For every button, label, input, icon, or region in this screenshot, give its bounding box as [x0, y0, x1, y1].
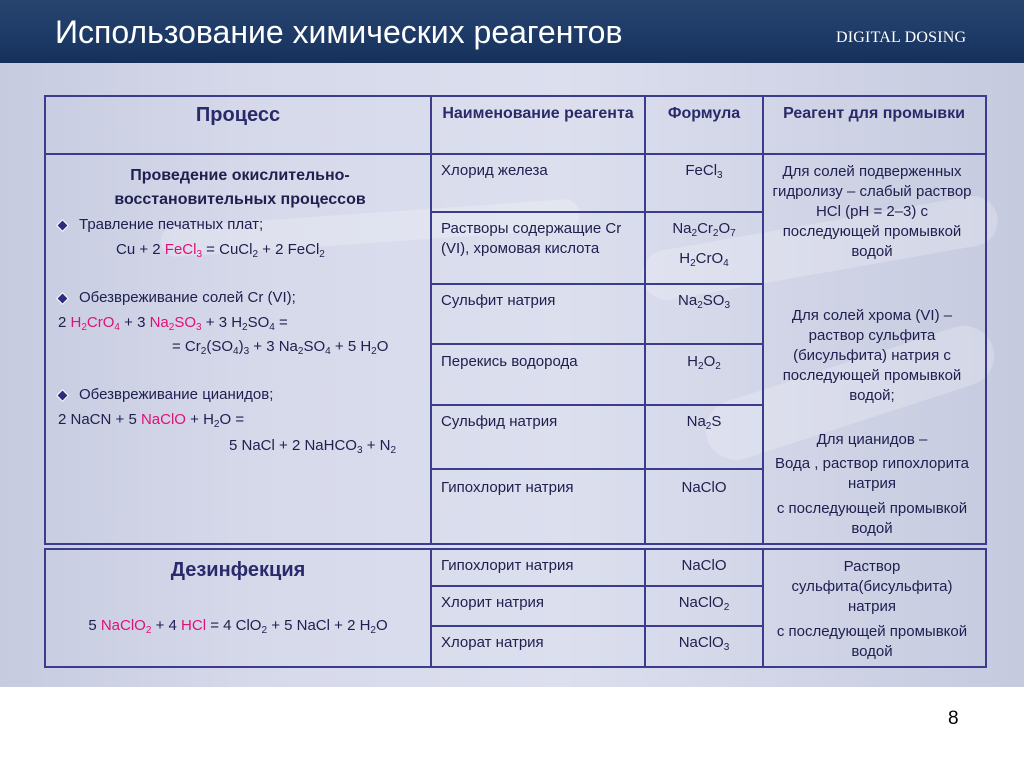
reagent-formula: FeCl$_3$ [685, 162, 723, 181]
title-bar [0, 0, 1024, 63]
wash-text-hydrolysis: Для солей подверженных гидролизу – слабый раствор HCl (pH = 2–3) с последующей промывкой водой [772, 163, 972, 260]
reagent-name: Перекись водорода [441, 353, 578, 370]
equation-cyanide-line2: 5 NaCl + 2 NaHCO$_3$ + $N_2$ [229, 437, 397, 456]
wash-text-disinfection: Раствор сульфита(бисульфита) натрия [791, 558, 953, 615]
page-number: 8 [948, 708, 959, 729]
reagent-formula: $Na_2S$ [686, 413, 722, 432]
reagent-formula: $H_2CrO_4$ [679, 250, 729, 269]
reagent-formula: NaClO$_3$ [678, 634, 730, 653]
header-reagent-name: Наименование реагента [442, 105, 634, 122]
reagent-name: Хлорат натрия [441, 634, 544, 651]
item1-label: Травление печатных плат; [79, 216, 264, 233]
brand-label: DIGITAL DOSING [836, 29, 967, 46]
reagent-name: Сульфит натрия [441, 292, 556, 309]
wash-text-cyanide: Вода , раствор гипохлорита натрия [775, 455, 969, 492]
equation-chromium-line2: = $Cr_2(SO_4)_3 + 3$ $Na_2SO_4 + 5$ $H_2O$ [172, 338, 389, 357]
slide-title: Использование химических реагентов [55, 14, 623, 50]
item3-label: Обезвреживание цианидов; [79, 386, 274, 403]
reagent-formula: $H_2O_2$ [687, 353, 721, 372]
equation-disinfection: 5 NaClO$_2$ + 4 HCl = 4 ClO$_2$ + 5 NaCl + 2 $H_2O$ [88, 617, 388, 636]
wash-text-disinfection-rinse: с последующей промывкой водой [776, 623, 968, 660]
reagent-name: Хлорид железа [441, 162, 548, 179]
section2-heading: Дезинфекция [170, 559, 306, 581]
header-wash-reagent: Реагент для промывки [783, 105, 965, 122]
reagent-name: Гипохлорит натрия [441, 479, 574, 496]
equation-cyanide-line1: 2 NaCN + 5 NaClO + $H_2O$ = [58, 411, 245, 430]
item2-label: Обезвреживание солей Cr (VI); [79, 289, 296, 306]
reagent-formula: NaClO [681, 557, 727, 574]
section1-heading: Проведение окислительно-восстановительных процессов [114, 167, 366, 208]
reagent-formula: NaClO [681, 479, 727, 496]
reagent-name: Хлорит натрия [441, 594, 545, 611]
reagent-name: Гипохлорит натрия [441, 557, 574, 574]
wash-text-cyanide-heading: Для цианидов – [816, 431, 928, 448]
reagent-formula: $Na_2SO_3$ [678, 292, 730, 311]
equation-etching: Cu + 2 FeCl$_3$ = CuCl$_2$ + 2 FeCl$_2$ [116, 241, 325, 260]
wash-text-chromium: Для солей хрома (VI) – раствор сульфита (бисульфита) натрия с последующей промывкой водой; [782, 307, 962, 404]
reagent-formula: $Na_2Cr_2O_7$ [672, 220, 736, 239]
wash-text-cyanide-rinse: с последующей промывкой водой [776, 500, 968, 537]
reagent-name: Сульфид натрия [441, 413, 558, 430]
header-process: Процесс [195, 104, 281, 126]
header-formula: Формула [667, 105, 741, 122]
reagent-name: Растворы содержащие Cr (VI), хромовая кислота [441, 220, 622, 257]
reagent-formula: NaClO$_2$ [678, 594, 730, 613]
equation-chromium-line1: 2 $H_2CrO_4 + 3$ $Na_2SO_3 + 3$ $H_2SO_4$ = [58, 314, 288, 333]
